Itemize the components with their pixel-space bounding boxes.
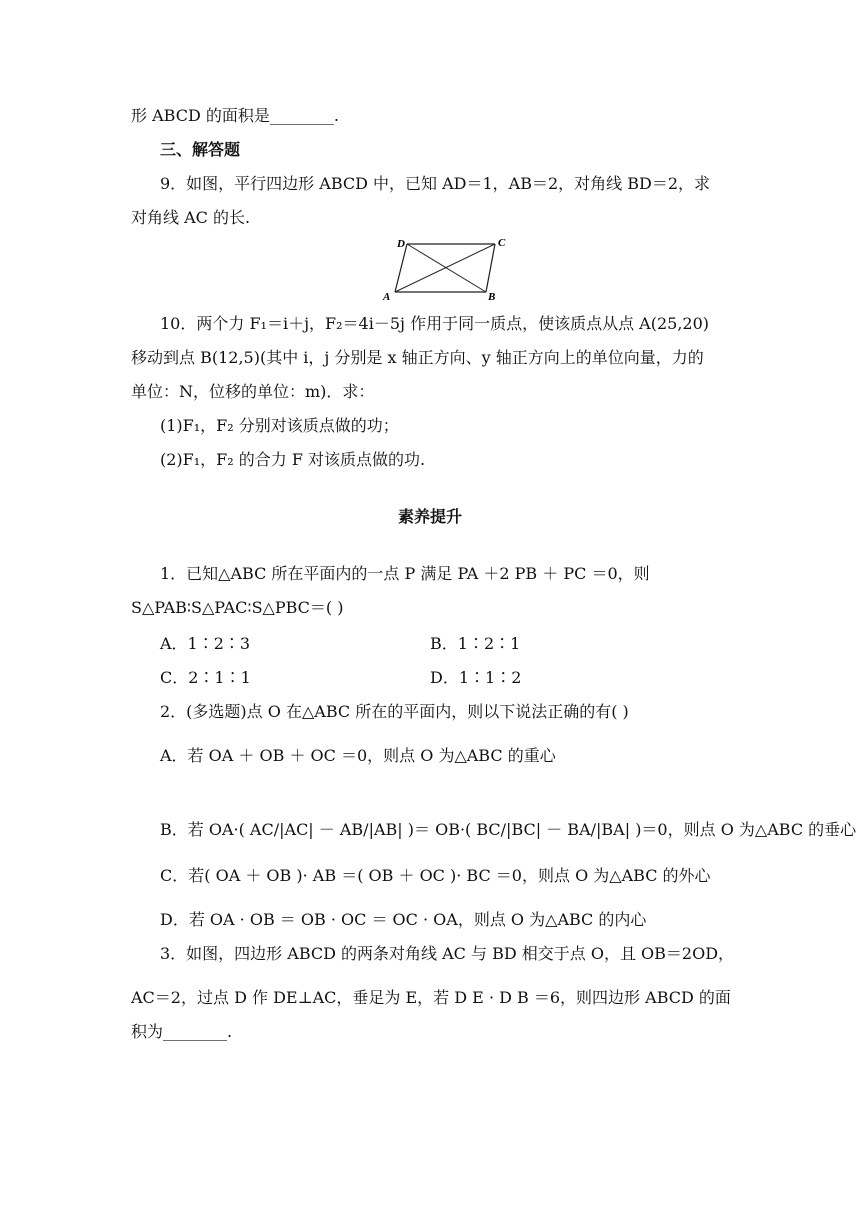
section-title: 素养提升 (397, 507, 462, 526)
question-10-line-2: 移动到点 B(12,5)(其中 i，j 分别是 x 轴正方向、y 轴正方向上的单位向量，力的 (131, 348, 704, 367)
problem-3-line-3: 积为________. (131, 1022, 233, 1041)
section-heading-answer-questions: 三、解答题 (160, 140, 241, 159)
question-10-line-1: 10．两个力 F₁＝i＋j，F₂＝4i－5j 作用于同一质点，使该质点从点 A(25,20) (160, 314, 710, 333)
parallelogram-figure (380, 234, 510, 302)
question-10-part-1: (1)F₁，F₂ 分别对该质点做的功； (160, 416, 399, 435)
problem-1-option-b: B．1∶2∶1 (430, 634, 521, 653)
vertex-label-b: B (488, 291, 496, 302)
problem-2-option-a: A．若 OA ＋ OB ＋ OC ＝0，则点 O 为△ABC 的重心 (160, 746, 556, 765)
line-area-question-end: 形 ABCD 的面积是________. (131, 106, 339, 125)
problem-2-stem: 2．(多选题)点 O 在△ABC 所在的平面内，则以下说法正确的有( ) (160, 702, 629, 721)
problem-1-option-c: C．2∶1∶1 (160, 668, 251, 687)
problem-3-line-1: 3．如图，四边形 ABCD 的两条对角线 AC 与 BD 相交于点 O，且 OB＝2OD， (160, 944, 735, 963)
question-10-part-2: (2)F₁，F₂ 的合力 F 对该质点做的功. (160, 450, 426, 469)
problem-2-option-d: D．若 OA · OB ＝ OB · OC ＝ OC · OA，则点 O 为△ABC 的内心 (160, 910, 647, 929)
vertex-label-d: D (397, 238, 405, 250)
problem-2-option-c: C．若( OA ＋ OB )· AB ＝( OB ＋ OC )· BC ＝0，则点 O 为△ABC 的外心 (160, 866, 711, 885)
problem-2-option-b: B．若 OA·( AC/|AC| － AB/|AB| )＝ OB·( BC/|BC| － BA/|BA| )＝0，则点 O 为△ABC 的垂心 (160, 820, 857, 839)
problem-1-line-2: S△PAB∶S△PAC∶S△PBC＝( ) (131, 598, 344, 617)
question-9-line-1: 9．如图，平行四边形 ABCD 中，已知 AD＝1，AB＝2，对角线 BD＝2，求 (160, 174, 711, 193)
problem-1-option-d: D．1∶1∶2 (430, 668, 522, 687)
vertex-label-c: C (498, 237, 506, 249)
problem-1-line-1: 1．已知△ABC 所在平面内的一点 P 满足 PA ＋2 PB ＋ PC ＝0，则 (160, 564, 650, 583)
problem-1-option-a: A．1∶2∶3 (160, 634, 251, 653)
question-10-line-3: 单位：N，位移的单位：m)．求： (131, 382, 375, 401)
problem-3-line-2: AC＝2，过点 D 作 DE⊥AC，垂足为 E，若 D E · D B ＝6，则四边形 ABCD 的面 (131, 988, 731, 1007)
question-9-line-2: 对角线 AC 的长. (131, 208, 251, 227)
vertex-label-a: A (383, 291, 391, 302)
